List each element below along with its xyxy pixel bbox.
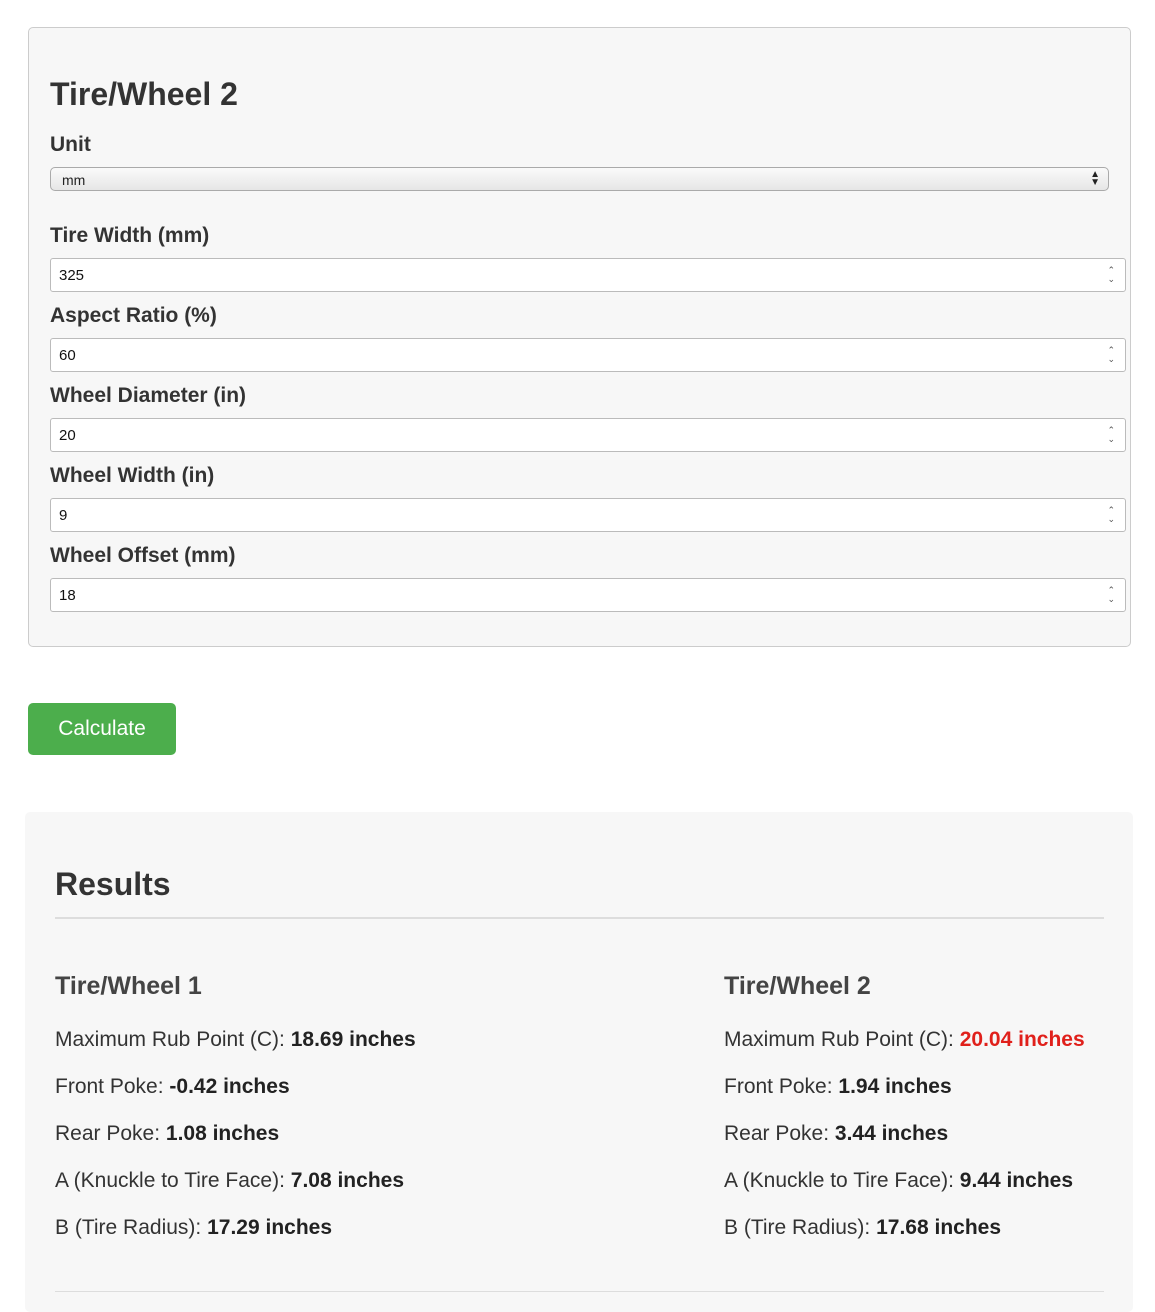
select-arrows-icon: ▲ ▼ bbox=[1090, 169, 1100, 188]
aspect-ratio-value: 60 bbox=[59, 347, 76, 364]
result-label: B (Tire Radius): bbox=[55, 1216, 208, 1239]
result-value: 1.94 inches bbox=[838, 1075, 952, 1098]
result-value-warning: 20.04 inches bbox=[959, 1028, 1085, 1051]
wheel-diameter-input[interactable] bbox=[50, 418, 1126, 452]
wheel-diameter-value: 20 bbox=[59, 427, 76, 444]
unit-select[interactable] bbox=[50, 167, 1109, 191]
results-panel bbox=[25, 812, 1133, 1312]
wheel-width-label: Wheel Width (in) bbox=[50, 464, 215, 487]
results-column-2 bbox=[724, 972, 1085, 1239]
result-label: Maximum Rub Point (C): bbox=[724, 1028, 960, 1051]
result-label: Maximum Rub Point (C): bbox=[55, 1028, 291, 1051]
result-label: Front Poke: bbox=[55, 1075, 170, 1098]
wheel-width-value: 9 bbox=[59, 507, 68, 524]
result-row bbox=[724, 1216, 1001, 1240]
divider bbox=[55, 1291, 1104, 1292]
result-value: 3.44 inches bbox=[834, 1122, 949, 1145]
result-row bbox=[55, 1216, 332, 1240]
result-label: B (Tire Radius): bbox=[724, 1216, 877, 1239]
divider bbox=[55, 917, 1104, 919]
spinner-icon[interactable]: ⌃ ⌄ bbox=[1107, 585, 1115, 604]
result-label: A (Knuckle to Tire Face): bbox=[724, 1169, 960, 1192]
wheel-diameter-label: Wheel Diameter (in) bbox=[50, 384, 247, 407]
wheel-offset-value: 18 bbox=[59, 587, 76, 604]
result-label: Rear Poke: bbox=[55, 1122, 166, 1145]
result-row bbox=[55, 1169, 404, 1193]
result-value: 1.08 inches bbox=[165, 1122, 280, 1145]
wheel-width-input[interactable] bbox=[50, 498, 1126, 532]
result-label: A (Knuckle to Tire Face): bbox=[55, 1169, 291, 1192]
result-row bbox=[55, 1122, 279, 1146]
result-row bbox=[724, 1028, 1085, 1052]
result-value: 17.68 inches bbox=[876, 1216, 1002, 1239]
result-value: 7.08 inches bbox=[290, 1169, 404, 1192]
aspect-ratio-label: Aspect Ratio (%) bbox=[50, 304, 217, 327]
tire-width-value: 325 bbox=[59, 267, 85, 284]
spinner-icon[interactable]: ⌃ ⌄ bbox=[1107, 265, 1115, 284]
section-title: Tire/Wheel 2 bbox=[50, 76, 238, 112]
wheel-offset-label: Wheel Offset (mm) bbox=[50, 544, 236, 567]
unit-select-value: mm bbox=[62, 172, 86, 188]
result-value: -0.42 inches bbox=[169, 1075, 290, 1098]
spinner-icon[interactable]: ⌃ ⌄ bbox=[1107, 345, 1115, 364]
tire-wheel-2-fieldset bbox=[28, 27, 1131, 647]
result-row bbox=[724, 1122, 948, 1146]
aspect-ratio-input[interactable] bbox=[50, 338, 1126, 372]
result-value: 18.69 inches bbox=[290, 1028, 416, 1051]
results-column-1 bbox=[55, 972, 416, 1239]
result-label: Rear Poke: bbox=[724, 1122, 835, 1145]
wheel-offset-input[interactable] bbox=[50, 578, 1126, 612]
unit-label: Unit bbox=[50, 133, 91, 156]
result-row bbox=[724, 1075, 952, 1099]
tire-width-input[interactable] bbox=[50, 258, 1126, 292]
spinner-icon[interactable]: ⌃ ⌄ bbox=[1107, 425, 1115, 444]
calculate-button[interactable]: Calculate bbox=[28, 703, 176, 755]
spinner-icon[interactable]: ⌃ ⌄ bbox=[1107, 505, 1115, 524]
result-label: Front Poke: bbox=[724, 1075, 839, 1098]
tire-width-label: Tire Width (mm) bbox=[50, 224, 210, 247]
results-title: Results bbox=[55, 866, 171, 902]
result-value: 9.44 inches bbox=[959, 1169, 1073, 1192]
result-row bbox=[55, 1028, 416, 1052]
column-title: Tire/Wheel 1 bbox=[55, 972, 202, 1000]
result-row bbox=[55, 1075, 290, 1099]
result-value: 17.29 inches bbox=[207, 1216, 333, 1239]
column-title: Tire/Wheel 2 bbox=[724, 972, 871, 1000]
result-row bbox=[724, 1169, 1073, 1193]
